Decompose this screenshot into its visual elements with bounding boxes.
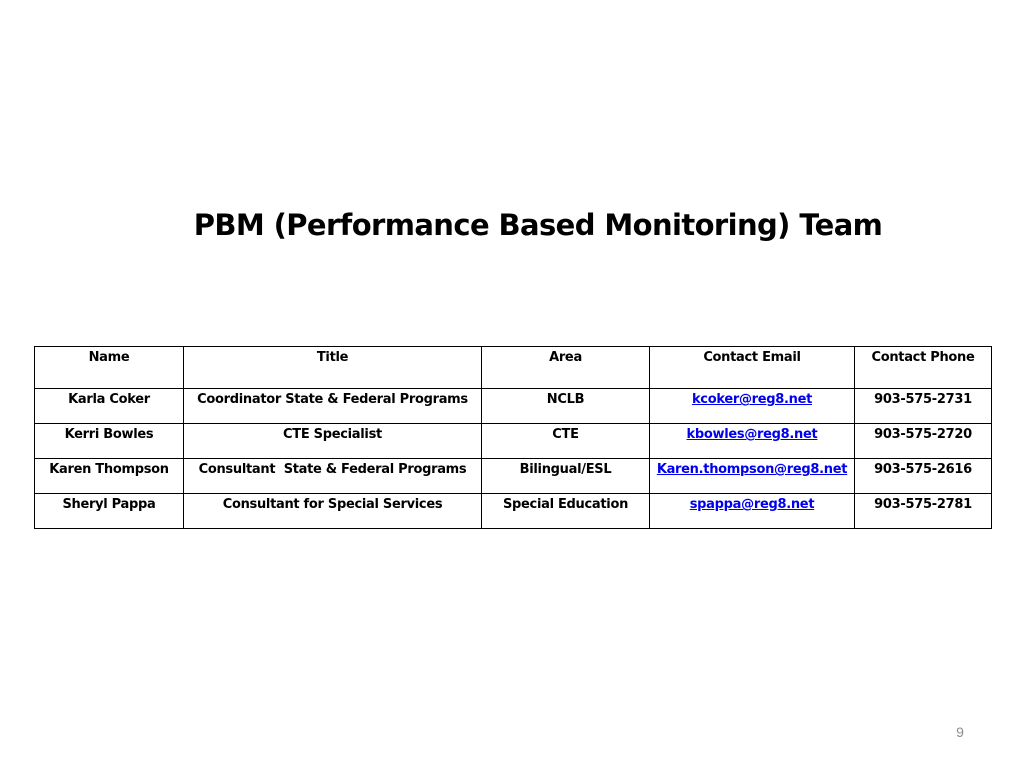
header-title: Title	[184, 347, 482, 389]
cell-title: Consultant for Special Services	[184, 494, 482, 529]
slide-title: PBM (Performance Based Monitoring) Team	[193, 208, 883, 242]
header-name: Name	[35, 347, 184, 389]
cell-name: Karla Coker	[35, 389, 184, 424]
team-table	[34, 346, 992, 529]
cell-title: Coordinator State & Federal Programs	[184, 389, 482, 424]
table-header-row	[35, 347, 992, 389]
table-row	[35, 459, 992, 494]
table-row	[35, 494, 992, 529]
table-row	[35, 424, 992, 459]
cell-email	[650, 494, 855, 529]
cell-email	[650, 389, 855, 424]
email-link[interactable]: kbowles@reg8.net	[686, 427, 818, 442]
cell-area: Special Education	[482, 494, 650, 529]
cell-phone: 903-575-2781	[855, 494, 992, 529]
cell-area: NCLB	[482, 389, 650, 424]
cell-phone: 903-575-2731	[855, 389, 992, 424]
cell-name: Kerri Bowles	[35, 424, 184, 459]
header-contact-email: Contact Email	[650, 347, 855, 389]
header-contact-phone: Contact Phone	[855, 347, 992, 389]
table-row	[35, 389, 992, 424]
cell-phone: 903-575-2720	[855, 424, 992, 459]
cell-name: Karen Thompson	[35, 459, 184, 494]
cell-phone: 903-575-2616	[855, 459, 992, 494]
cell-email	[650, 459, 855, 494]
cell-email	[650, 424, 855, 459]
email-link[interactable]: spappa@reg8.net	[689, 497, 815, 512]
page-number: 9	[956, 724, 964, 740]
header-area: Area	[482, 347, 650, 389]
email-link[interactable]: kcoker@reg8.net	[691, 392, 813, 407]
cell-name: Sheryl Pappa	[35, 494, 184, 529]
cell-title: CTE Specialist	[184, 424, 482, 459]
email-link[interactable]: Karen.thompson@reg8.net	[656, 462, 848, 477]
cell-title: Consultant State & Federal Programs	[184, 459, 482, 494]
cell-area: Bilingual/ESL	[482, 459, 650, 494]
cell-area: CTE	[482, 424, 650, 459]
